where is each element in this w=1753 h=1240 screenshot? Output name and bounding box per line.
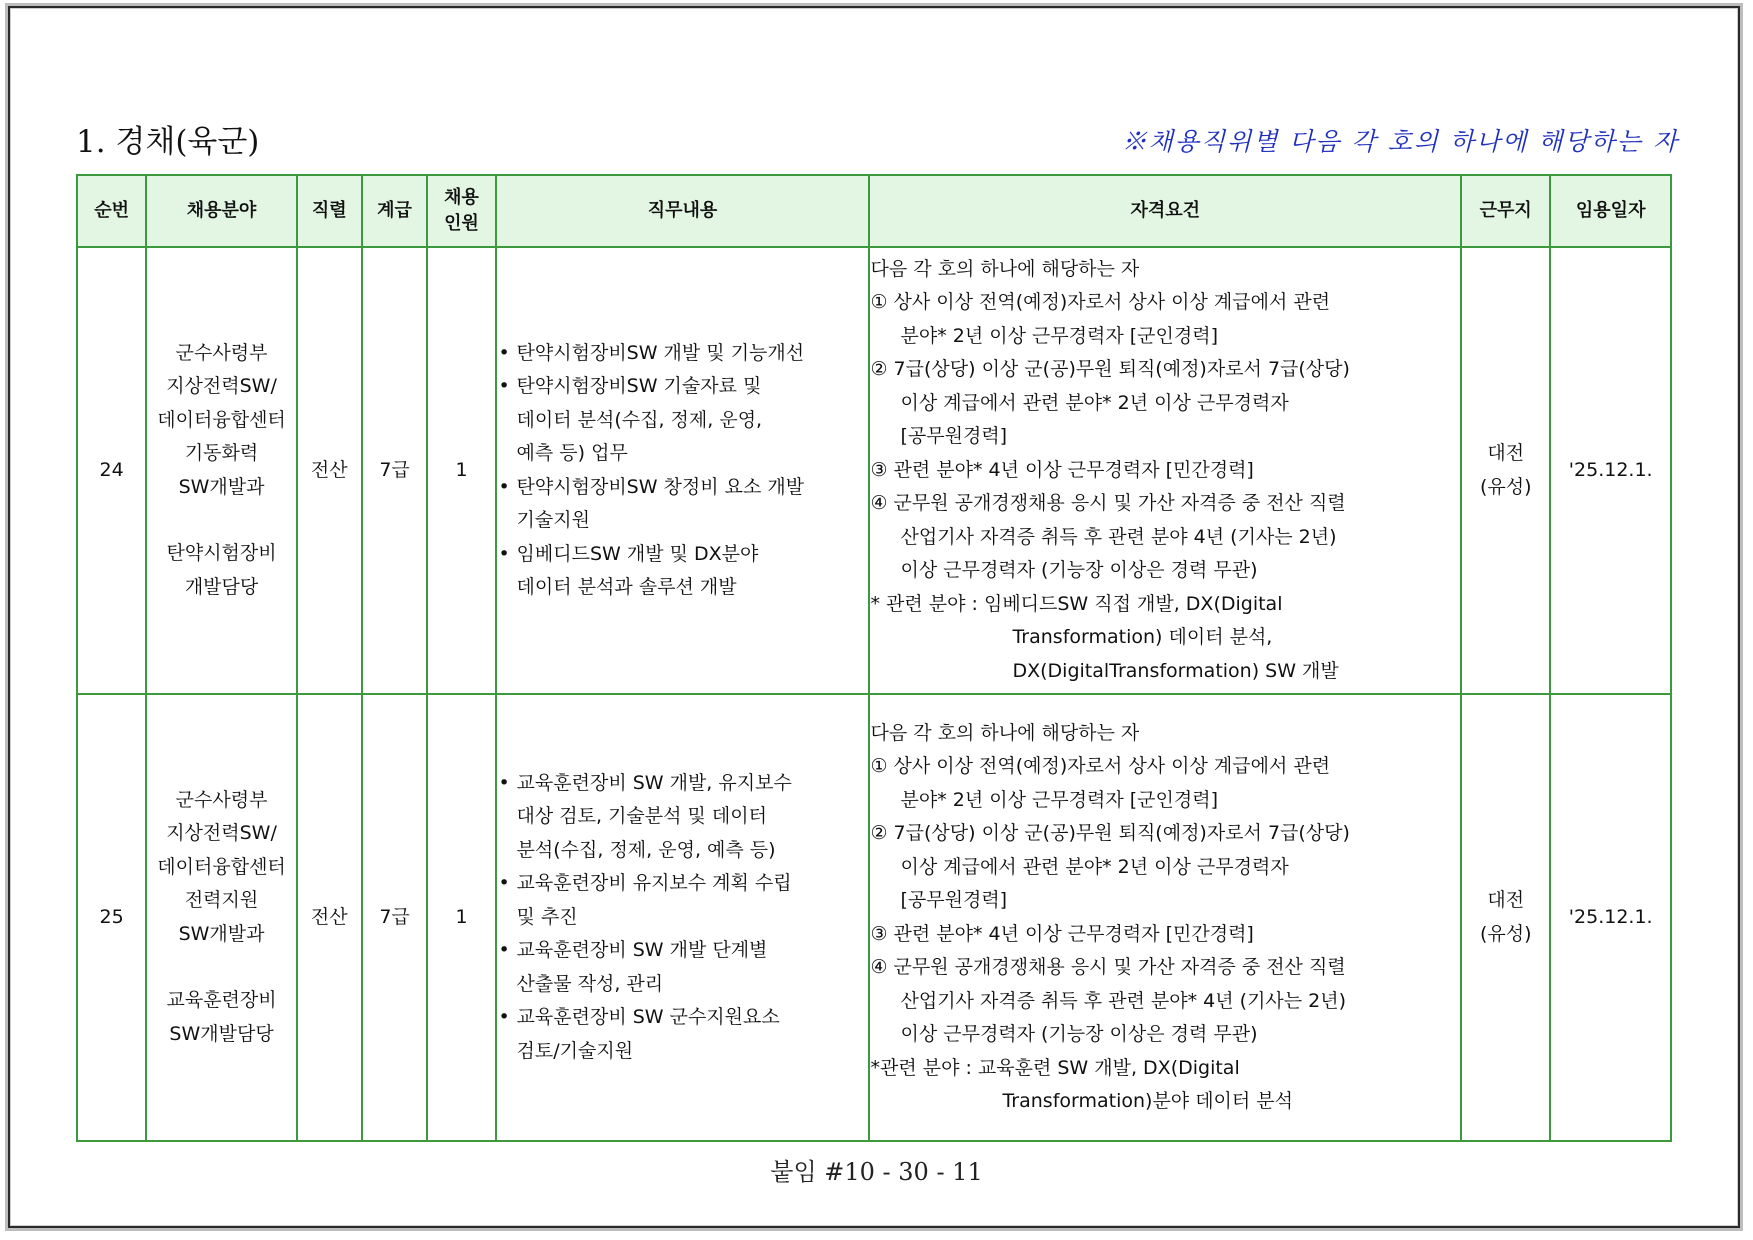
duty-item <box>497 337 869 371</box>
field-line: SW개발과 <box>178 922 265 945</box>
duty-line: 기술지원 <box>516 509 590 531</box>
qual-line: ② 7급(상당) 이상 군(공)무원 퇴직(예정)자로서 7급(상당) <box>870 822 1350 844</box>
duty-line: • 교육훈련장비 SW 군수지원요소 <box>516 1006 780 1029</box>
row-grade: 7급 <box>362 694 428 1141</box>
duty-item <box>497 471 869 538</box>
header-series: 직렬 <box>297 175 362 247</box>
duty-line: • 교육훈련장비 유지보수 계획 수립 <box>516 872 792 895</box>
duty-line: 산출물 작성, 관리 <box>516 972 664 995</box>
field-line: 교육훈련장비 <box>166 989 277 1012</box>
field-line: 군수사령부 <box>175 788 268 811</box>
qual-line: 이상 근무경력자 (기능장 이상은 경력 무관) <box>900 559 1258 582</box>
qual-line: 이상 계급에서 관련 분야* 2년 이상 근무경력자 <box>900 855 1289 878</box>
qual-line: 산업기사 자격증 취득 후 관련 분야 4년 (기사는 2년) <box>900 525 1337 548</box>
field-line: 탄약시험장비 <box>166 542 277 565</box>
row-no: 25 <box>77 694 146 1141</box>
qual-line: Transformation) 데이터 분석, <box>1012 626 1273 649</box>
header-count <box>427 175 495 247</box>
qual-line: 이상 근무경력자 (기능장 이상은 경력 무관) <box>900 1023 1258 1045</box>
row-grade: 7급 <box>362 247 428 694</box>
duty-line: • 교육훈련장비 SW 개발, 유지보수 <box>516 771 792 794</box>
duty-item <box>497 538 869 605</box>
page-footer: 붙임 #10 - 30 - 11 <box>770 1158 983 1186</box>
qual-line: * 관련 분야 : 임베디드SW 직접 개발, DX(Digital <box>870 592 1283 615</box>
field-line: 군수사령부 <box>175 341 268 364</box>
row-duties <box>496 247 870 694</box>
qual-line: ④ 군무원 공개경쟁채용 응시 및 가산 자격증 중 전산 직렬 <box>870 956 1346 978</box>
duty-item <box>497 767 869 868</box>
field-line: 개발담당 <box>184 575 259 598</box>
duty-line: • 임베디드SW 개발 및 DX분야 <box>516 542 759 565</box>
duty-line: • 탄약시험장비SW 기술자료 및 <box>516 375 762 397</box>
qual-line: 분야* 2년 이상 근무경력자 [군인경력] <box>900 788 1219 811</box>
duty-item <box>497 370 869 471</box>
row-field <box>146 694 297 1141</box>
qual-line: ② 7급(상당) 이상 군(공)무원 퇴직(예정)자로서 7급(상당) <box>870 358 1350 381</box>
row-qualification <box>869 694 1461 1141</box>
field-line: 전력지원 <box>184 889 259 912</box>
duty-line: 대상 검토, 기술분석 및 데이터 <box>516 805 767 828</box>
qual-line: [공무원경력] <box>900 889 1008 911</box>
header-duty: 직무내용 <box>496 175 870 247</box>
row-location <box>1461 694 1550 1141</box>
table-row <box>77 694 1671 1141</box>
location-line: 대전 <box>1487 889 1525 911</box>
location-line: (유성) <box>1479 475 1532 498</box>
header-qualification: 자격요건 <box>869 175 1461 247</box>
qual-line: ③ 관련 분야* 4년 이상 근무경력자 [민간경력] <box>870 922 1254 945</box>
field-line: 데이터융합센터 <box>157 408 286 431</box>
row-count: 1 <box>427 694 495 1141</box>
header-field: 채용분야 <box>146 175 297 247</box>
duty-line: 및 추진 <box>516 905 578 928</box>
location-line: 대전 <box>1487 442 1525 464</box>
duty-line: • 탄약시험장비SW 개발 및 기능개선 <box>516 341 805 364</box>
qual-line: ① 상사 이상 전역(예정)자로서 상사 이상 계급에서 관련 <box>870 291 1331 314</box>
header-count-line2: 인원 <box>444 213 479 234</box>
duty-line: 분석(수집, 정제, 운영, 예측 등) <box>516 838 776 861</box>
duty-line: • 교육훈련장비 SW 개발 단계별 <box>516 939 768 962</box>
duty-item <box>497 934 869 1001</box>
duty-item <box>497 867 869 934</box>
qual-line: ③ 관련 분야* 4년 이상 근무경력자 [민간경력] <box>870 458 1254 481</box>
duty-line: • 탄약시험장비SW 창정비 요소 개발 <box>516 475 805 498</box>
row-date: '25.12.1. <box>1550 694 1671 1141</box>
qual-line: ④ 군무원 공개경쟁채용 응시 및 가산 자격증 중 전산 직렬 <box>870 492 1346 515</box>
header-date: 임용일자 <box>1550 175 1671 247</box>
qual-line: 이상 계급에서 관련 분야* 2년 이상 근무경력자 <box>900 391 1289 414</box>
recruitment-table <box>76 174 1672 1142</box>
field-line: 기동화력 <box>184 442 259 465</box>
row-series: 전산 <box>297 247 362 694</box>
duty-item <box>497 1001 869 1068</box>
row-location <box>1461 247 1550 694</box>
table-header-row <box>77 175 1671 247</box>
row-series: 전산 <box>297 694 362 1141</box>
row-duties <box>496 694 870 1141</box>
row-field <box>146 247 297 694</box>
row-count: 1 <box>427 247 495 694</box>
qual-line: 다음 각 호의 하나에 해당하는 자 <box>870 721 1140 744</box>
header-count-line1: 채용 <box>444 187 479 208</box>
field-line: 지상전력SW/ <box>166 822 277 845</box>
qual-line: *관련 분야 : 교육훈련 SW 개발, DX(Digital <box>870 1056 1240 1079</box>
qual-line: [공무원경력] <box>900 425 1008 448</box>
section-note: ※채용직위별 다음 각 호의 하나에 해당하는 자 <box>1121 127 1679 156</box>
field-line: 데이터융합센터 <box>157 855 286 878</box>
row-date: '25.12.1. <box>1550 247 1671 694</box>
qual-line: DX(DigitalTransformation) SW 개발 <box>1012 659 1339 682</box>
field-spacer <box>147 951 296 984</box>
duty-line: 데이터 분석과 솔루션 개발 <box>516 576 737 598</box>
qual-line: ① 상사 이상 전역(예정)자로서 상사 이상 계급에서 관련 <box>870 755 1331 777</box>
header-location: 근무지 <box>1461 175 1550 247</box>
location-line: (유성) <box>1479 922 1532 945</box>
field-line: 지상전력SW/ <box>166 375 277 398</box>
qual-line: 분야* 2년 이상 근무경력자 [군인경력] <box>900 324 1219 347</box>
duty-line: 데이터 분석(수집, 정제, 운영, <box>516 408 763 431</box>
duty-line: 예측 등) 업무 <box>516 442 628 464</box>
header-grade: 계급 <box>362 175 428 247</box>
qual-line: 산업기사 자격증 취득 후 관련 분야* 4년 (기사는 2년) <box>900 989 1347 1012</box>
field-line: SW개발담당 <box>169 1022 274 1045</box>
duty-line: 검토/기술지원 <box>516 1039 634 1062</box>
table-row <box>77 247 1671 694</box>
header-no: 순번 <box>77 175 146 247</box>
qual-line: Transformation)분야 데이터 분석 <box>1002 1090 1294 1112</box>
field-line: SW개발과 <box>178 475 265 498</box>
qual-line: 다음 각 호의 하나에 해당하는 자 <box>870 257 1140 280</box>
row-no: 24 <box>77 247 146 694</box>
field-spacer <box>147 504 296 537</box>
row-qualification <box>869 247 1461 694</box>
section-title: 1. 경채(육군) <box>76 124 260 160</box>
